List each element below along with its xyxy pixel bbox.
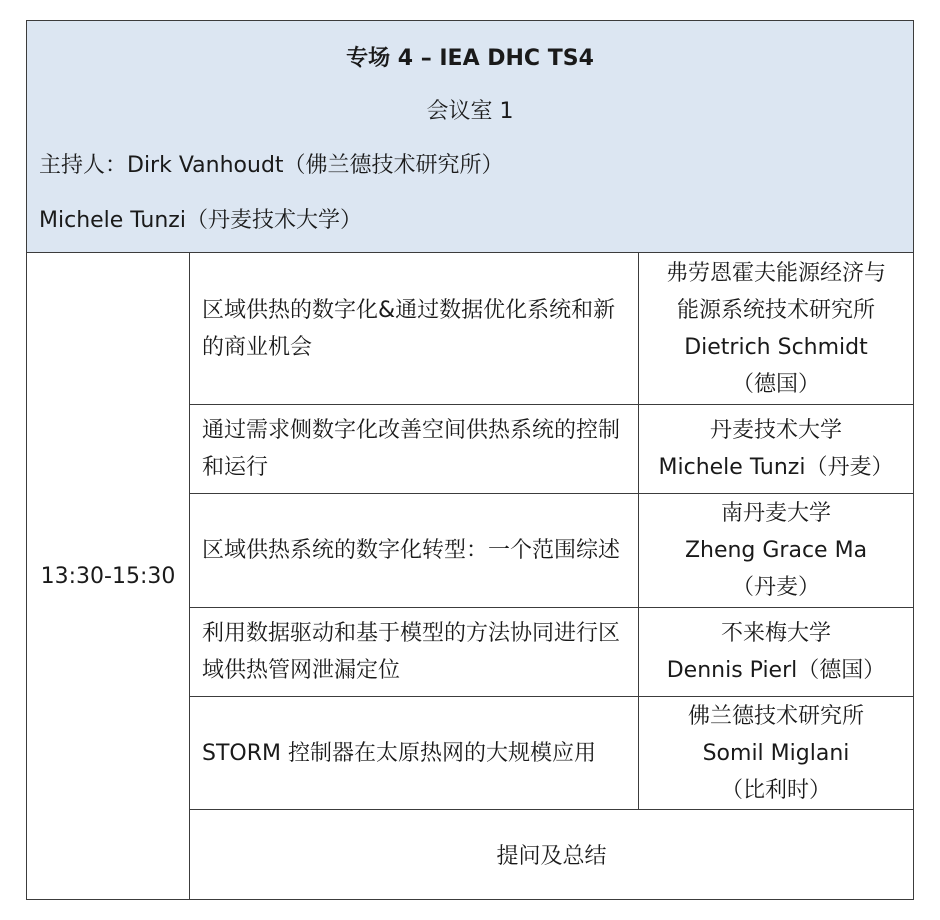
talk-topic	[190, 254, 638, 404]
speaker-name: Dennis Pierl（德国）	[666, 658, 886, 683]
speaker-name: Dietrich Schmidt	[684, 335, 868, 360]
time-slot: 13:30-15:30	[40, 563, 176, 589]
talk-topic-text: STORM 控制器在太原热网的大规模应用	[202, 740, 596, 766]
talk-topic	[190, 608, 638, 696]
talk-topic-text: 利用数据驱动和基于模型的方法协同进行区域供热管网泄漏定位	[202, 621, 621, 683]
talk-topic-text: 区域供热的数字化&通过数据优化系统和新的商业机会	[202, 298, 616, 360]
session-table	[26, 20, 914, 900]
speaker-country: （丹麦）	[731, 575, 820, 600]
talk-topic	[190, 494, 638, 607]
speaker-country: （比利时）	[720, 777, 831, 803]
speaker-affiliation: 丹麦技术大学	[709, 418, 842, 443]
talk-speaker	[639, 405, 913, 493]
talk-speaker	[639, 608, 913, 696]
speaker-affiliation: 弗劳恩霍夫能源经济与	[665, 261, 886, 286]
speaker-affiliation: 南丹麦大学	[720, 501, 831, 526]
speaker-name: Somil Miglani	[702, 740, 850, 766]
speaker-name: Zheng Grace Ma	[684, 538, 868, 563]
speaker-name: Michele Tunzi（丹麦）	[658, 455, 894, 480]
speaker-affiliation: 不来梅大学	[720, 621, 831, 646]
session-header	[27, 21, 913, 253]
talk-speaker	[639, 254, 913, 404]
speaker-affiliation: 能源系统技术研究所	[676, 298, 875, 323]
talk-topic-text: 区域供热系统的数字化转型：一个范围综述	[202, 538, 621, 563]
session-room: 会议室 1	[426, 99, 514, 124]
speaker-country: （德国）	[731, 372, 820, 397]
speaker-affiliation: 佛兰德技术研究所	[687, 703, 864, 729]
host-line-1: 主持人：Dirk Vanhoudt（佛兰德技术研究所）	[39, 153, 504, 178]
session-title: 专场 4 – IEA DHC TS4	[346, 46, 594, 71]
talk-speaker	[639, 494, 913, 607]
host-line-2: Michele Tunzi（丹麦技术大学）	[39, 208, 362, 233]
talk-speaker	[639, 697, 913, 809]
talk-topic	[190, 405, 638, 493]
talk-topic	[190, 697, 638, 809]
closing-item: 提问及总结	[496, 844, 607, 869]
talk-topic-text: 通过需求侧数字化改善空间供热系统的控制和运行	[202, 418, 621, 480]
